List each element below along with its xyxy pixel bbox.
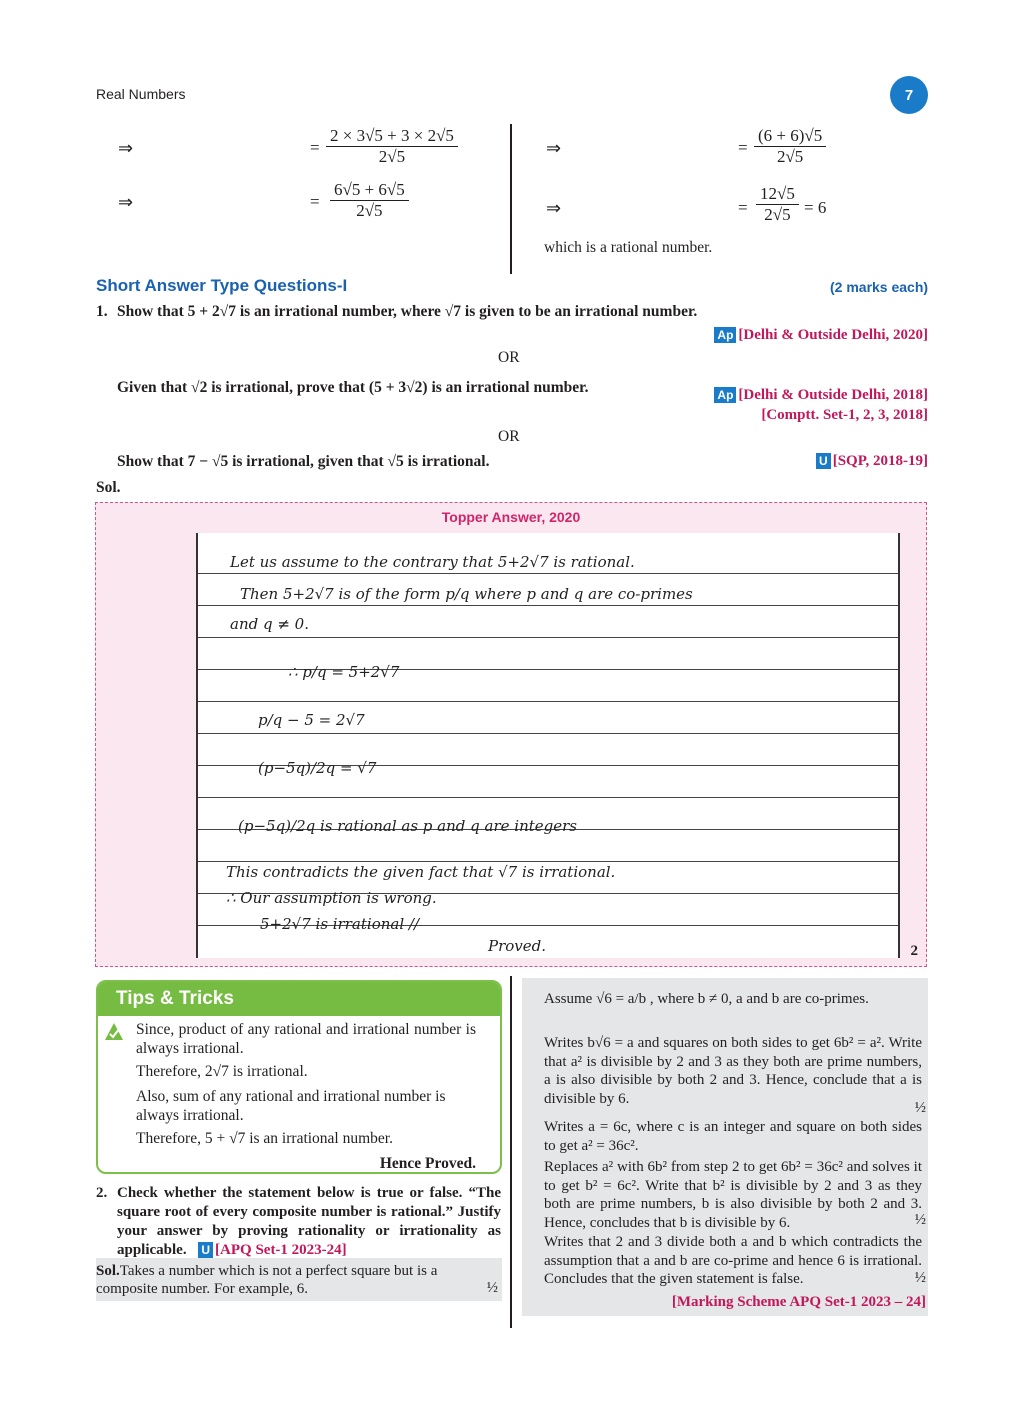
ruled-line (198, 605, 898, 606)
ruled-line (198, 701, 898, 702)
solution-label: Sol. (96, 1263, 120, 1279)
reference-text: [Delhi & Outside Delhi, 2020] (738, 327, 928, 343)
numerator: 12√5 (756, 184, 799, 205)
ruled-line (198, 797, 898, 798)
section-title: Short Answer Type Questions-I (96, 276, 348, 295)
tip-paragraph: Therefore, 2√7 is irrational. (136, 1063, 308, 1080)
handwritten-line: Let us assume to the contrary that 5+2√7 is rational. (230, 553, 635, 571)
tip-conclusion: Hence Proved. (379, 1155, 476, 1172)
column-divider (510, 124, 512, 274)
tips-title: Tips & Tricks (98, 982, 500, 1016)
or-separator: OR (498, 428, 520, 445)
implies-arrow: ⇒ (546, 138, 562, 158)
column-divider (510, 976, 512, 1328)
implies-arrow: ⇒ (118, 192, 134, 212)
level-tag: U (198, 1242, 213, 1258)
implies-arrow: ⇒ (546, 198, 562, 218)
numerator: 6√5 + 6√5 (330, 180, 409, 201)
equals-sign: = (738, 138, 748, 157)
tip-paragraph: Since, product of any rational and irrational number is always irrational. (136, 1021, 476, 1057)
question-reference (198, 1242, 346, 1258)
denominator: 2√5 (776, 147, 804, 166)
topper-marks: 2 (910, 943, 918, 959)
tip-paragraph: Also, sum of any rational and irrational number is always irrational. (136, 1088, 446, 1124)
topper-answer-box (95, 502, 927, 967)
page-number-badge: 7 (890, 76, 928, 114)
handwritten-line: This contradicts the given fact that √7 is irrational. (226, 863, 616, 881)
ruled-line (198, 637, 898, 638)
denominator: 2√5 (378, 147, 406, 166)
fraction-right-2 (756, 184, 799, 225)
question-body: Check whether the statement below is true or false. “The square root of every composite number is rational.” Justify your answer by proving rationality or irrationality as applicable. (117, 1185, 501, 1258)
handwritten-line: ∴ p/q = 5+2√7 (288, 663, 400, 681)
marking-step: Writes that 2 and 3 divide both a and b which contradicts the assumption that a and b are co-prime and hence 6 is irrational. Concludes that the given statement is false. (544, 1234, 922, 1287)
marking-scheme-box (522, 978, 928, 1316)
handwritten-line: 5+2√7 is irrational // (260, 915, 420, 933)
question-alt-text: Show that 7 − √5 is irrational, given that √5 is irrational. (117, 453, 490, 470)
question-reference (816, 453, 928, 470)
reference-text: [Delhi & Outside Delhi, 2018] (738, 387, 928, 403)
chapter-title: Real Numbers (96, 86, 186, 102)
fraction-right-1 (754, 126, 826, 167)
numerator: 2 × 3√5 + 3 × 2√5 (326, 126, 458, 147)
handwritten-line: Proved. (488, 937, 547, 955)
half-mark: ½ (486, 1280, 498, 1296)
question-text: Show that 5 + 2√7 is an irrational number, where √7 is given to be an irrational number. (117, 303, 698, 320)
handwritten-line: (p−5q)/2q = √7 (258, 759, 377, 777)
conclusion-text: which is a rational number. (544, 239, 713, 256)
level-tag: U (816, 453, 831, 469)
handwritten-line: ∴ Our assumption is wrong. (226, 889, 437, 907)
question-text (117, 1184, 501, 1260)
denominator: 2√5 (764, 205, 791, 224)
fraction-left-1 (326, 126, 458, 167)
equals-sign: = (738, 198, 748, 217)
implies-arrow: ⇒ (118, 138, 134, 158)
question-reference (714, 387, 928, 404)
tip-paragraph: Therefore, 5 + √7 is an irrational number. (136, 1130, 393, 1147)
marking-scheme-reference: [Marking Scheme APQ Set-1 2023 – 24] (671, 1294, 926, 1310)
question-number: 1. (96, 303, 108, 320)
section-marks: (2 marks each) (830, 279, 929, 295)
or-separator: OR (498, 349, 520, 366)
equals-sign: = (310, 138, 320, 157)
tips-and-tricks-box (96, 980, 502, 1174)
ruled-line (198, 861, 898, 862)
checkmark-icon (104, 1022, 124, 1042)
question-alt-text: Given that √2 is irrational, prove that (5 + 3√2) is an irrational number. (117, 379, 589, 396)
ruled-line (198, 573, 898, 574)
question-reference: [Comptt. Set-1, 2, 3, 2018] (761, 407, 928, 423)
handwritten-line: p/q − 5 = 2√7 (258, 711, 365, 729)
marking-step: Replaces a² with 6b² from step 2 to get 6b² = 36c² and solves it to get b² = 6c². Write that b² is divisible by 2 and 3 as they both are prime numbers, b is also divisible by both 2 and 3. Hence, concludes that b is divisible by 6. (544, 1159, 922, 1231)
handwritten-line: and q ≠ 0. (230, 615, 309, 633)
handwritten-line: (p−5q)/2q is rational as p and q are integers (238, 817, 577, 835)
topper-answer-title: Topper Answer, 2020 (441, 509, 581, 525)
handwritten-answer-sheet (196, 533, 900, 958)
equals-sign: = (310, 192, 320, 211)
solution-label: Sol. (96, 479, 121, 496)
solution-box (96, 1258, 502, 1301)
marking-step: Assume √6 = a/b , where b ≠ 0, a and b are co-primes. (544, 991, 869, 1007)
reference-text: [APQ Set-1 2023-24] (215, 1242, 347, 1258)
handwritten-line: Then 5+2√7 is of the form p/q where p and q are co-primes (240, 585, 693, 603)
half-mark: ½ (914, 1100, 926, 1116)
level-tag: Ap (714, 387, 736, 403)
ruled-line (198, 733, 898, 734)
solution-text (96, 1262, 466, 1298)
numerator: (6 + 6)√5 (754, 126, 826, 147)
half-mark: ½ (914, 1212, 926, 1228)
result-value: = 6 (804, 198, 827, 217)
question-number: 2. (96, 1185, 108, 1201)
solution-body: Takes a number which is not a perfect square but is a composite number. For example, 6. (96, 1263, 438, 1297)
half-mark: ½ (914, 1270, 926, 1286)
level-tag: Ap (714, 327, 736, 343)
reference-text: [SQP, 2018-19] (832, 453, 928, 469)
marking-step: Writes a = 6c, where c is an integer and square on both sides to get a² = 36c². (544, 1119, 922, 1154)
fraction-left-2 (330, 180, 409, 221)
denominator: 2√5 (356, 201, 383, 220)
marking-step: Writes b√6 = a and squares on both sides to get 6b² = a². Write that a² is divisible by 2 and 3 as they both are prime numbers, a is also divisible by both 2 and 3. Hence, conclude that a is divisible by 6. (544, 1035, 922, 1107)
question-reference (714, 327, 928, 344)
